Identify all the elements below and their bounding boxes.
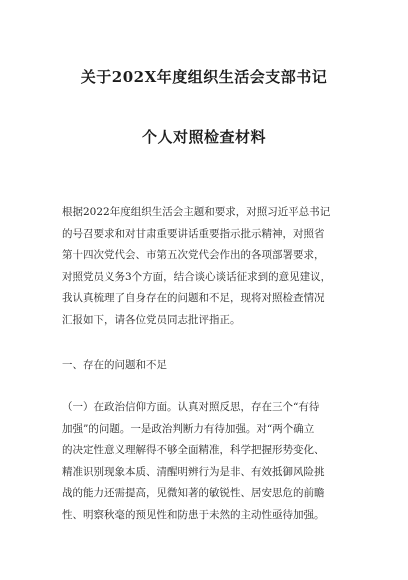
- section-1-line: 加强”的问题。一是政治判断力有待加强。对“两个确立: [62, 422, 315, 435]
- document-title-line-1: 关于202X年度组织生活会支部书记: [80, 68, 328, 86]
- document-title-line-2: 个人对照检查材料: [141, 128, 266, 146]
- intro-line: 第十四次党代会、市第五次党代会作出的各项部署要求，: [62, 249, 325, 261]
- section-1-line: （一）在政治信仰方面。认真对照反思，存在三个“有待: [62, 401, 320, 413]
- section-1-line: 的决定性意义理解得不够全面精准，科学把握形势变化、: [62, 444, 325, 456]
- section-1-paragraph: [62, 397, 352, 526]
- section-1-line: 战的能力还需提高，见微知著的敏锐性、居安思危的前瞻: [62, 487, 325, 499]
- intro-line: 根据2022年度组织生活会主题和要求，对照习近平总书记: [62, 206, 331, 218]
- section-1-line: 性、明察秋毫的预见性和防患于未然的主动性亟待加强。: [62, 508, 325, 521]
- section-heading: 一、存在的问题和不足: [62, 359, 167, 371]
- intro-line: 对照党员义务3个方面，结合谈心谈话征求到的意见建议，: [62, 270, 332, 283]
- intro-line: 汇报如下，请各位党员同志批评指正。: [62, 313, 241, 326]
- intro-paragraph: [62, 202, 352, 331]
- section-1-line: 精准识别现象本质、清醒明辨行为是非、有效抵御风险挑: [62, 465, 325, 478]
- intro-line: 的号召要求和对甘肃重要讲话重要指示批示精神，对照省: [62, 227, 325, 240]
- intro-line: 我认真梳理了自身存在的问题和不足，现将对照检查情况: [62, 292, 325, 304]
